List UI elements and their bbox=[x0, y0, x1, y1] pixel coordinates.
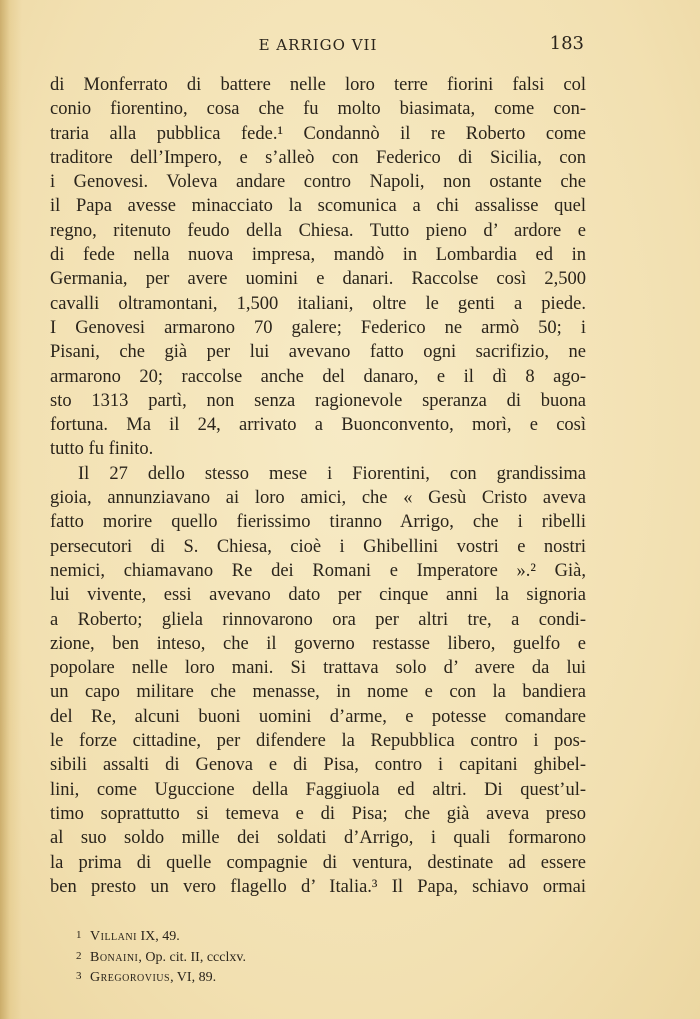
footnote-author: Bonaini bbox=[90, 949, 139, 965]
footnote-text: , VI, 89. bbox=[170, 970, 217, 985]
text-line: al suo soldo mille dei soldati d’Arrigo, i quali formarono bbox=[50, 828, 586, 849]
page-header bbox=[50, 32, 586, 56]
text-line: popolare nelle loro mani. Si trattava solo d’ avere da lui bbox=[50, 658, 586, 679]
text-line: persecutori di S. Chiesa, cioè i Ghibellini vostri e nostri bbox=[50, 536, 586, 557]
footnote-author: Villani bbox=[90, 929, 137, 944]
text-line: i Genovesi. Voleva andare contro Napoli, non ostante che bbox=[50, 172, 586, 193]
text-line: fortuna. Ma il 24, arrivato a Buonconvento, morì, e così bbox=[50, 415, 586, 436]
running-head: E ARRIGO VII bbox=[258, 36, 378, 54]
text-line: zione, ben inteso, che il governo restasse libero, guelfo e bbox=[50, 633, 586, 654]
text-line: Pisani, che già per lui avevano fatto ogni sacrifizio, ne bbox=[50, 342, 586, 363]
footnote-author: Gregorovius bbox=[90, 970, 171, 985]
text-line: fatto morire quello fierissimo tiranno Arrigo, che i ribelli bbox=[50, 512, 586, 533]
body-text bbox=[50, 73, 586, 899]
text-line: ben presto un vero flagello d’ Italia.³ Il Papa, schiavo ormai bbox=[50, 876, 586, 897]
text-line: di fede nella nuova impresa, mandò in Lombardia ed in bbox=[50, 245, 586, 266]
text-line: il Papa avesse minacciato la scomunica a chi assalisse quel bbox=[50, 196, 586, 217]
text-line: Germania, per avere uomini e danari. Raccolse così 2,500 bbox=[50, 269, 586, 290]
text-line: I Genovesi armarono 70 galere; Federico ne armò 50; i bbox=[50, 317, 586, 338]
text-line: traria alla pubblica fede.¹ Condannò il re Roberto come bbox=[50, 123, 586, 144]
text-line: Il 27 dello stesso mese i Fiorentini, con grandissima bbox=[78, 463, 586, 484]
footnote-mark: 1 bbox=[76, 929, 82, 941]
footnote bbox=[76, 947, 576, 968]
text-line: cavalli oltramontani, 1,500 italiani, oltre le genti a piede. bbox=[50, 293, 586, 314]
text-line: le forze cittadine, per difendere la Repubblica contro i pos- bbox=[50, 731, 586, 752]
footnotes bbox=[76, 926, 576, 988]
text-line: lini, come Uguccione della Faggiuola ed altri. Di quest’ul- bbox=[50, 779, 586, 800]
footnote-mark: 2 bbox=[76, 949, 82, 962]
text-line: sibili assalti di Genova e di Pisa, contro i capitani ghibel- bbox=[50, 755, 586, 776]
footnote-mark: 3 bbox=[76, 970, 82, 982]
text-line: timo soprattutto si temeva e di Pisa; che già aveva preso bbox=[50, 803, 586, 824]
text-line: traditore dell’Impero, e s’alleò con Federico di Sicilia, con bbox=[50, 147, 586, 168]
text-line: armarono 20; raccolse anche del danaro, e il dì 8 ago- bbox=[50, 366, 586, 387]
footnote-text: IX, 49. bbox=[136, 929, 180, 944]
text-line: a Roberto; gliela rinnovarono ora per altri tre, a condi- bbox=[50, 609, 586, 630]
text-line: tutto fu finito. bbox=[50, 439, 154, 460]
footnote bbox=[76, 926, 576, 947]
text-line: la prima di quelle compagnie di ventura, destinate ad essere bbox=[50, 852, 586, 873]
text-line: gioia, annunziavano ai loro amici, che « Gesù Cristo aveva bbox=[50, 488, 586, 509]
page-number: 183 bbox=[549, 33, 584, 54]
text-line: un capo militare che menasse, in nome e con la bandiera bbox=[50, 682, 586, 703]
text-line: conio fiorentino, cosa che fu molto biasimata, come con- bbox=[50, 99, 586, 120]
text-line: regno, ritenuto feudo della Chiesa. Tutto pieno d’ ardore e bbox=[50, 220, 586, 241]
footnote-text: , Op. cit. II, ccclxv. bbox=[138, 949, 246, 965]
text-line: del Re, alcuni buoni uomini d’arme, e potesse comandare bbox=[50, 706, 586, 727]
text-line: lui vivente, essi avevano dato per cinque anni la signoria bbox=[50, 585, 586, 606]
text-line: di Monferrato di battere nelle loro terre fiorini falsi col bbox=[50, 75, 586, 95]
text-line: nemici, chiamavano Re dei Romani e Imperatore ».² Già, bbox=[50, 560, 586, 581]
footnote bbox=[76, 967, 576, 988]
text-line: sto 1313 partì, non senza ragionevole speranza di buona bbox=[50, 390, 586, 411]
